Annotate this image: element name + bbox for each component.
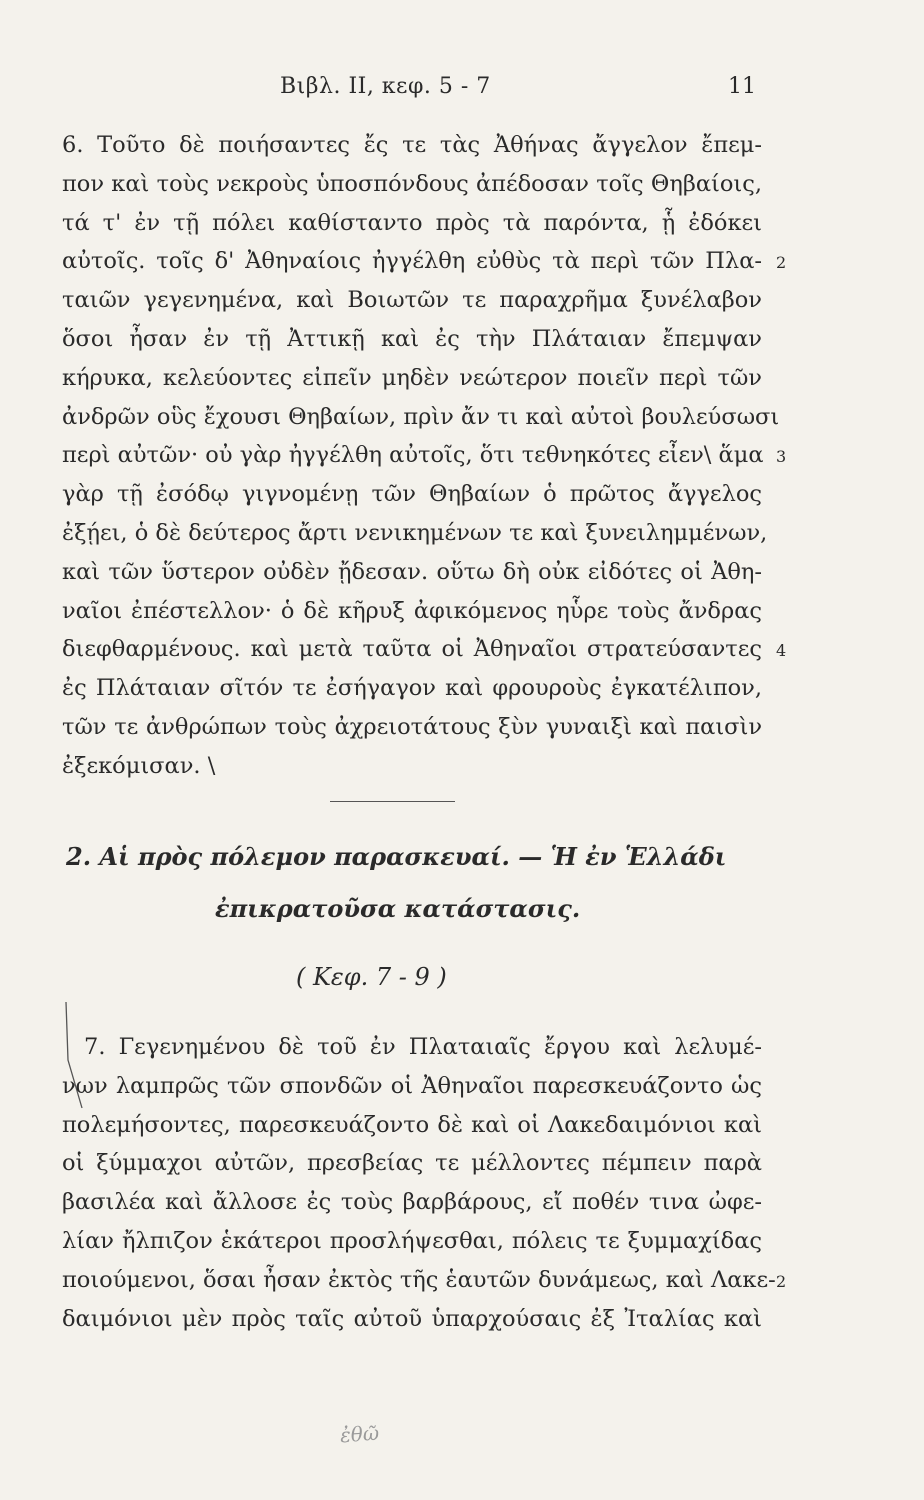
text-line: διεφθαρμένους. καὶ μετὰ ταῦτα οἱ Ἀθηναῖοι στρατεύσαντες bbox=[62, 636, 762, 663]
text-line: ταιῶν γεγενημένα, καὶ Βοιωτῶν τε παραχρῆμα ξυνέλαβον bbox=[62, 287, 762, 314]
text-line: περὶ αὐτῶν· οὐ γὰρ ἠγγέλθη αὐτοῖς, ὅτι τεθνηκότες εἶεν\ ἅμα bbox=[62, 442, 764, 469]
text-line: ναῖοι ἐπέστελλον· ὁ δὲ κῆρυξ ἀφικόμενος ηὗρε τοὺς ἄνδρας bbox=[62, 597, 762, 624]
text-line-wrap bbox=[62, 1261, 787, 1300]
text-line: γὰρ τῇ ἐσόδῳ γιγνομένῃ τῶν Θηβαίων ὁ πρῶτος ἄγγελος bbox=[62, 481, 762, 508]
text-line-wrap bbox=[62, 436, 787, 475]
text-line: τά τ' ἐν τῇ πόλει καθίσταντο πρὸς τὰ παρόντα, ᾗ ἐδόκει bbox=[62, 209, 762, 236]
chapter-reference: ( Κεφ. 7 - 9 ) bbox=[296, 963, 447, 991]
section-heading: 2. Αἱ πρὸς πόλεμον παρασκευαί. — Ἡ ἐν Ἑλλάδι bbox=[66, 842, 727, 871]
margin-section-number: 3 bbox=[776, 447, 787, 467]
paragraph-6 bbox=[62, 126, 787, 786]
text-line: ἐξεκόμισαν. \ bbox=[62, 752, 216, 779]
text-line: πολεμήσοντες, παρεσκευάζοντο δὲ καὶ οἱ Λακεδαιμόνιοι καὶ bbox=[62, 1111, 762, 1138]
text-line: καὶ τῶν ὕστερον οὐδὲν ᾔδεσαν. οὕτω δὴ οὐκ εἰδότες οἱ Ἀθη- bbox=[62, 558, 762, 585]
text-line-wrap bbox=[62, 630, 787, 669]
section-divider bbox=[330, 801, 455, 802]
margin-section-number: 2 bbox=[776, 1271, 787, 1291]
text-line: οἱ ξύμμαχοι αὐτῶν, πρεσβείας τε μέλλοντες πέμπειν παρὰ bbox=[62, 1150, 762, 1177]
text-line: 6. Τοῦτο δὲ ποιήσαντες ἔς τε τὰς Ἀθήνας ἄγγελον ἔπεμ- bbox=[62, 132, 762, 158]
text-line: βασιλέα καὶ ἄλλοσε ἐς τοὺς βαρβάρους, εἴ ποθέν τινα ὠφε- bbox=[62, 1189, 762, 1216]
margin-section-number: 4 bbox=[776, 641, 787, 661]
text-line: τῶν τε ἀνθρώπων τοὺς ἀχρειοτάτους ξὺν γυναιξὶ καὶ παισὶν bbox=[62, 713, 762, 740]
text-line: ὅσοι ἦσαν ἐν τῇ Ἀττικῇ καὶ ἐς τὴν Πλάταιαν ἔπεμψαν bbox=[62, 325, 762, 352]
text-line: λίαν ἤλπιζον ἑκάτεροι προσλήψεσθαι, πόλεις τε ξυμμαχίδας bbox=[62, 1227, 762, 1254]
text-line: πον καὶ τοὺς νεκροὺς ὑποσπόνδους ἀπέδοσαν τοῖς Θηβαίοις, bbox=[62, 170, 762, 197]
text-line: 7. Γεγενημένου δὲ τοῦ ἐν Πλαταιαῖς ἔργου καὶ λελυμέ- bbox=[84, 1034, 762, 1060]
section-heading-continued: ἐπικρατοῦσα κατάστασις. bbox=[215, 894, 581, 923]
running-head: Βιβλ. II, κεφ. 5 - 7 bbox=[280, 74, 491, 99]
text-line: νων λαμπρῶς τῶν σπονδῶν οἱ Ἀθηναῖοι παρεσκευάζοντο ὡς bbox=[62, 1072, 762, 1099]
text-line: ποιούμενοι, ὅσαι ἦσαν ἐκτὸς τῆς ἑαυτῶν δυνάμεως, καὶ Λακε- bbox=[62, 1266, 776, 1293]
page-number: 11 bbox=[728, 74, 756, 99]
text-line-wrap bbox=[62, 242, 787, 281]
text-line: κήρυκα, κελεύοντες εἰπεῖν μηδὲν νεώτερον ποιεῖν περὶ τῶν bbox=[62, 364, 762, 391]
text-line: ἐς Πλάταιαν σῖτόν τε ἐσήγαγον καὶ φρουροὺς ἐγκατέλιπον, bbox=[62, 675, 762, 702]
text-line: ἐξῄει, ὁ δὲ δεύτερος ἄρτι νενικημένων τε καὶ ξυνειλημμένων, bbox=[62, 519, 768, 546]
text-line: δαιμόνιοι μὲν πρὸς ταῖς αὐτοῦ ὑπαρχούσαις ἐξ Ἰταλίας καὶ bbox=[62, 1305, 762, 1332]
text-line: ἀνδρῶν οὓς ἔχουσι Θηβαίων, πρὶν ἄν τι καὶ αὐτοὶ βουλεύσωσι bbox=[62, 403, 780, 430]
paragraph-7 bbox=[62, 1028, 787, 1338]
text-line: αὐτοῖς. τοῖς δ' Ἀθηναίοις ἠγγέλθη εὐθὺς τὰ περὶ τῶν Πλα- bbox=[62, 248, 762, 275]
handwritten-annotation: ἐθῶ bbox=[339, 1420, 380, 1448]
margin-section-number: 2 bbox=[776, 253, 787, 273]
